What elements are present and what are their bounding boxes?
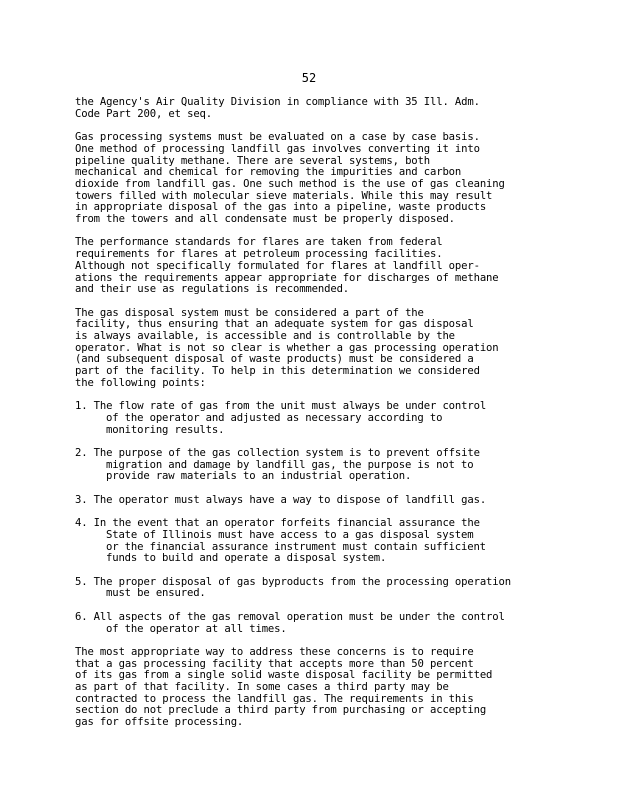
list-item-point-5 [75,577,555,600]
list-item-first-line: 6. All aspects of the gas removal operation must be under the control [75,610,505,623]
text-line: operator. What is not so clear is whether a gas processing operation [75,341,499,354]
page-number: 52 [301,71,317,85]
text-line: requirements for flares at petroleum processing facilities. [75,248,443,261]
list-item-point-2 [75,448,555,483]
list-item-first-line: 2. The purpose of the gas collection system is to prevent offsite [75,447,480,460]
list-item-first-line: 1. The flow rate of gas from the unit must always be under control [75,400,487,413]
text-line: ations the requirements appear appropriate for discharges of methane [75,271,499,284]
text-line: The most appropriate way to address these concerns is to require [75,645,474,658]
text-line: Although not specifically formulated for flares at landfill oper- [75,259,480,272]
list-item-continuation: of the operator at all times. [106,622,287,635]
list-item-continuation: funds to build and operate a disposal system. [106,552,387,565]
text-line: contracted to process the landfill gas. The requirements in this [75,692,474,705]
list-item-continuation: migration and damage by landfill gas, the purpose is not to [106,458,474,471]
text-line: Gas processing systems must be evaluated on a case by case basis. [75,131,480,144]
list-item-point-4 [75,518,555,565]
text-line: and their use as regulations is recommended. [75,283,350,296]
text-line: towers filled with molecular sieve materials. While this may result [75,189,493,202]
text-line: section do not preclude a third party from purchasing or accepting [75,704,487,717]
paragraph-conclusion [75,647,555,729]
text-line: as part of that facility. In some cases a third party may be [75,681,449,693]
list-item-continuation: must be ensured. [106,587,206,600]
paragraph-flare-standards [75,237,555,296]
list-item-point-1 [75,401,555,436]
text-line: One method of processing landfill gas involves converting it into [75,142,480,155]
text-line: from the towers and all condensate must be properly disposed. [75,213,455,226]
text-line: in appropriate disposal of the gas into a pipeline, waste products [75,201,487,214]
text-line: dioxide from landfill gas. One such method is the use of gas cleaning [75,177,505,190]
paragraph-gas-disposal-system [75,308,555,390]
list-item-continuation: of the operator and adjusted as necessary according to [106,411,443,424]
list-item-first-line: 4. In the event that an operator forfeits financial assurance the [75,517,480,530]
text-line: Code Part 200, et seq. [75,107,213,120]
list-item-continuation: or the financial assurance instrument must contain sufficient [106,540,486,553]
paragraph-air-quality [75,97,555,120]
list-item-point-3 [75,495,555,507]
text-line: that a gas processing facility that accepts more than 50 percent [75,657,474,670]
text-line: The gas disposal system must be considered a part of the [75,306,424,319]
list-item-point-6 [75,612,555,635]
text-line: pipeline quality methane. There are several systems, both [75,154,430,167]
document-body [75,97,555,741]
text-line: The performance standards for flares are taken from federal [75,236,443,249]
list-item-continuation: provide raw materials to an industrial operation. [106,470,412,483]
text-line: the Agency's Air Quality Division in compliance with 35 Ill. Adm. [75,96,480,108]
list-item-continuation: State of Illinois must have access to a gas disposal system [106,528,474,541]
text-line: mechanical and chemical for removing the impurities and carbon [75,166,462,179]
text-line: (and subsequent disposal of waste products) must be considered a [75,353,474,366]
text-line: the following points: [75,376,206,389]
text-line: part of the facility. To help in this determination we considered [75,365,480,378]
text-line: facility, thus ensuring that an adequate system for gas disposal [75,318,474,331]
text-line: of its gas from a single solid waste disposal facility be permitted [75,669,493,682]
list-item-first-line: 5. The proper disposal of gas byproducts from the processing operation [75,575,511,588]
paragraph-gas-processing [75,132,555,226]
list-item-continuation: monitoring results. [106,423,225,436]
text-line: gas for offsite processing. [75,716,244,729]
text-line: is always available, is accessible and is controllable by the [75,330,455,343]
list-item-first-line: 3. The operator must always have a way to dispose of landfill gas. [75,493,487,506]
